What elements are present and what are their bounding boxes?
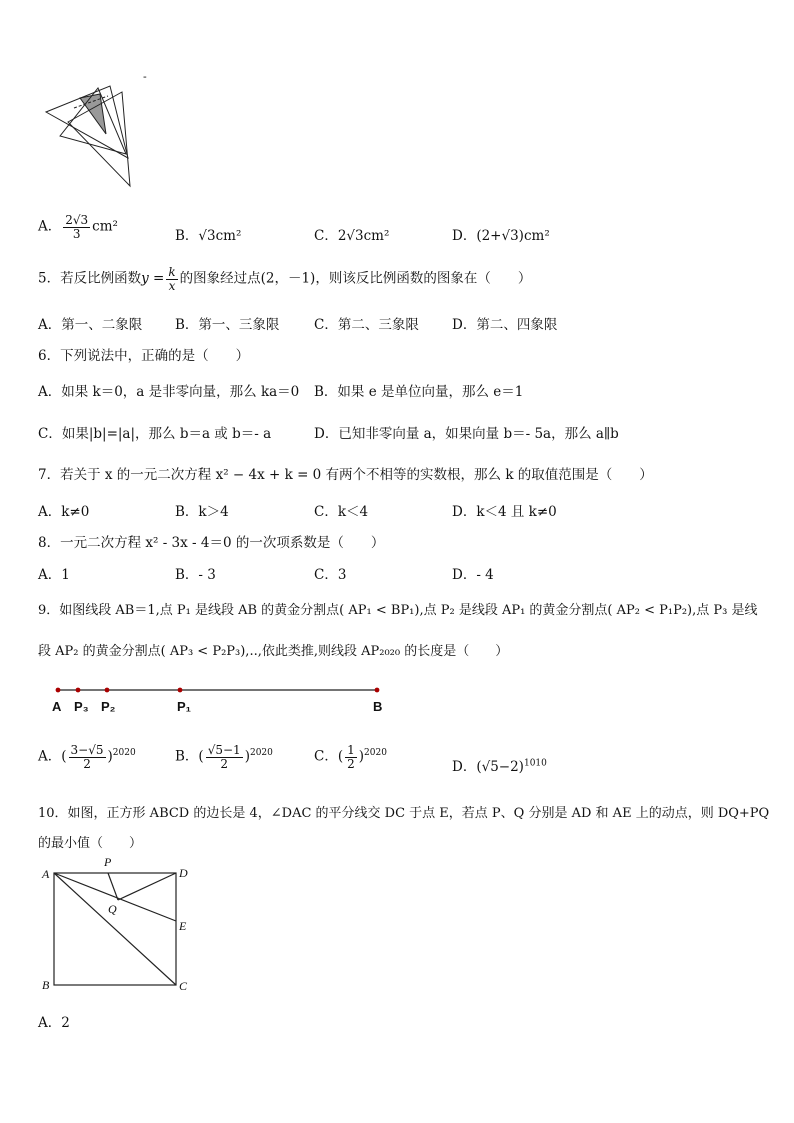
q4-option-a-fraction: $\frac{2√3}{3}$ [65, 213, 89, 241]
segment-dq [118, 873, 176, 900]
q8-option-d[interactable]: D．- 4 [452, 567, 494, 583]
q6-option-b[interactable]: B．如果 e 是单位向量，那么 e＝1 [314, 384, 524, 400]
q6-option-a[interactable]: A．如果 k＝0，a 是非零向量，那么 ka＝0 [38, 384, 300, 400]
q7-stem: 7．若关于 x 的一元二次方程 x² − 4x + k = 0 有两个不相等的实数根，那么 k 的取值范围是（ ） [38, 467, 653, 483]
label-p1: P₁ [177, 699, 192, 714]
q9-option-d[interactable]: D．$(√5-2)^{1010}$ [452, 758, 547, 775]
label-p3: P₃ [74, 699, 89, 714]
q10-option-a[interactable]: A．2 [38, 1015, 70, 1031]
q5-option-c[interactable]: C．第二、三象限 [314, 317, 419, 333]
q4-option-a[interactable]: A． $\frac{2√3}{3}$ cm² [38, 213, 118, 241]
q6-option-d[interactable]: D．已知非零向量 a，如果向量 b＝- 5a，那么 a∥b [314, 426, 619, 442]
point-b [375, 688, 380, 693]
diagonal-ac [54, 873, 176, 985]
q4-option-b[interactable]: B．√3cm² [175, 228, 242, 244]
point-p2 [105, 688, 110, 693]
q8-option-a[interactable]: A．1 [38, 567, 70, 583]
q9-stem-line1: 9．如图线段 AB＝1,点 P₁ 是线段 AB 的黄金分割点( AP₁ < BP₁),点 P₂ 是线段 AP₁ 的黄金分割点( AP₂ < P₁P₂),点 P₃ 是线 [38, 603, 758, 618]
q5-option-a[interactable]: A．第一、二象限 [38, 317, 143, 333]
label-p2: P₂ [101, 699, 116, 714]
q7-option-c[interactable]: C．k＜4 [314, 504, 369, 520]
q10-square-figure [40, 858, 200, 998]
point-a [56, 688, 61, 693]
q9-stem-line2: 段 AP₂ 的黄金分割点( AP₃ < P₂P₃),..,依此类推,则线段 AP₂₀₂₀ 的长度是（ ） [38, 644, 509, 659]
label-b: B [373, 699, 383, 714]
fig-label-e: E [179, 919, 187, 933]
q5-option-b[interactable]: B．第一、三象限 [175, 317, 280, 333]
fig-label-c: C [179, 979, 188, 993]
fig-label-p: P [104, 855, 112, 869]
q8-option-c[interactable]: C．3 [314, 567, 347, 583]
q4-option-d[interactable]: D．(2+√3)cm² [452, 228, 550, 244]
q4-figure-mark: - [143, 70, 147, 83]
label-a: A [52, 699, 62, 714]
q6-option-c[interactable]: C．如果|b|=|a|，那么 b＝a 或 b＝- a [38, 426, 272, 442]
fig-label-d: D [179, 866, 188, 880]
shaded-region [80, 94, 106, 134]
q8-stem: 8．一元二次方程 x² - 3x - 4＝0 的一次项系数是（ ） [38, 535, 385, 551]
point-p3 [76, 688, 81, 693]
q4-option-c[interactable]: C．2√3cm² [314, 228, 390, 244]
point-p1 [178, 688, 183, 693]
q9-option-c[interactable]: C．( $\frac{1}{2}$ )$^{2020}$ [314, 743, 387, 771]
q6-stem: 6．下列说法中，正确的是（ ） [38, 348, 250, 364]
q5-option-d[interactable]: D．第二、四象限 [452, 317, 558, 333]
q9-segment-figure [50, 684, 390, 696]
q7-option-d[interactable]: D．k＜4 且 k≠0 [452, 504, 557, 520]
q4-triangles-figure [40, 78, 140, 190]
q7-option-b[interactable]: B．k＞4 [175, 504, 229, 520]
fig-label-a: A [42, 867, 50, 881]
q10-stem-line1: 10．如图，正方形 ABCD 的边长是 4，∠DAC 的平分线交 DC 于点 E，若点 P、Q 分别是 AD 和 AE 上的动点，则 DQ+PQ [38, 806, 770, 821]
q7-option-a[interactable]: A．k≠0 [38, 504, 90, 520]
q8-option-b[interactable]: B．- 3 [175, 567, 216, 583]
q5-stem: 5．若反比例函数y = $\frac{k}{x}$ 的图象经过点(2，－1)，则该反比例函数的图象在（ ） [38, 265, 532, 293]
fig-label-q: Q [108, 902, 117, 916]
q9-option-b[interactable]: B．( $\frac{√5-1}{2}$ )$^{2020}$ [175, 743, 273, 771]
q10-stem-line2: 的最小值（ ） [38, 836, 143, 851]
fig-label-b: B [42, 978, 50, 992]
q9-option-a[interactable]: A．( $\frac{3-√5}{2}$ )$^{2020}$ [38, 743, 136, 771]
